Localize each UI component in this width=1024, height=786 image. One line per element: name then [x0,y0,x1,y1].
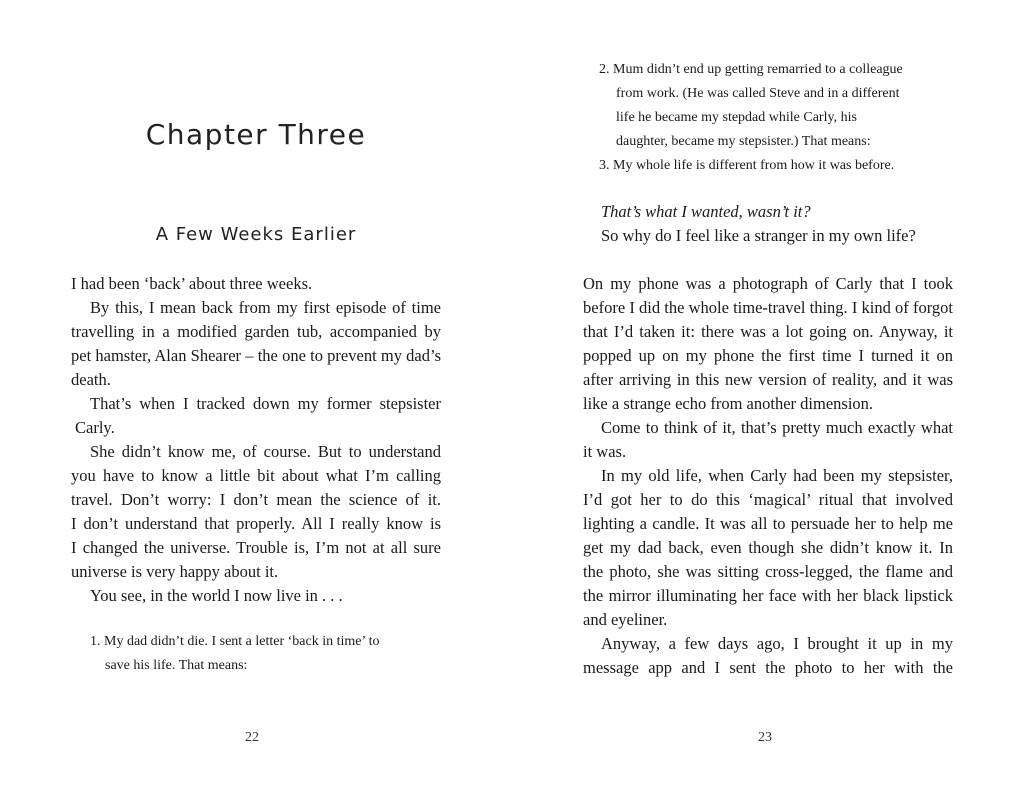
list-item-1-cont: save his life. That means: [105,658,248,673]
text-line: get my dad back, even though she didn’t know it. In [583,538,953,557]
text-line: In my old life, when Carly had been my stepsister, [601,466,953,485]
text-line: That’s when I tracked down my former stepsister [90,394,441,413]
text-line: I changed the universe. Trouble is, I’m not at all sure [71,538,441,557]
chapter-subtitle: A Few Weeks Earlier [155,224,357,245]
list-item-2: 2. Mum didn’t end up getting remarried to a colleague [599,62,903,77]
text-line: On my phone was a photograph of Carly that I took [583,274,953,293]
list-item-2-cont: life he became my stepdad while Carly, his [616,110,857,125]
chapter-title: Chapter Three [145,118,367,151]
text-line: message app and I sent the photo to her with the [583,658,953,677]
list-item-3: 3. My whole life is different from how it was before. [599,158,895,173]
question-line: So why do I feel like a stranger in my own life? [601,226,916,245]
italic-line: That’s what I wanted, wasn’t it? [601,202,811,221]
text-line: travel. Don’t worry: I don’t mean the science of it. [71,490,441,509]
text-line: Come to think of it, that’s pretty much exactly what [601,418,953,437]
text-line: the mirror illuminating her face with her black lipstick [583,586,953,605]
text-line: By this, I mean back from my first episode of time [90,298,441,317]
text-line: travelling in a modified garden tub, accompanied by [71,322,441,341]
list-item-2-cont: from work. (He was called Steve and in a different [616,86,900,101]
text-line: She didn’t know me, of course. But to understand [90,442,441,461]
text-line: popped up on my phone the first time I turned it on [583,346,953,365]
text-line: before I did the whole time-travel thing. I kind of forgot [583,298,953,317]
page-number: 22 [245,730,259,745]
text-line: I had been ‘back’ about three weeks. [71,274,313,293]
text-line: Carly. [75,418,115,437]
text-line: after arriving in this new version of reality, and it was [583,370,953,389]
text-line: universe is very happy about it. [71,562,279,581]
page-number: 23 [758,730,772,745]
text-line: it was. [583,442,627,461]
text-line: I’d got her to do this ‘magical’ ritual that involved [583,490,953,509]
text-line: You see, in the world I now live in . . . [90,586,343,605]
text-line: pet hamster, Alan Shearer – the one to prevent my dad’s [71,346,441,365]
text-line: and eyeliner. [583,610,668,629]
text-line: the photo, she was sitting cross-legged, the flame and [583,562,953,581]
right-page [512,0,1024,786]
text-line: lighting a candle. It was all to persuade her to help me [583,514,953,533]
text-line: like a strange echo from another dimension. [583,394,874,413]
list-item-1: 1. My dad didn’t die. I sent a letter ‘back in time’ to [90,634,380,649]
text-line: that I’d taken it: there was a lot going on. Anyway, it [583,322,953,341]
text-line: death. [71,370,111,389]
text-line: Anyway, a few days ago, I brought it up in my [601,634,953,653]
list-item-2-cont: daughter, became my stepsister.) That means: [616,134,871,149]
text-line: I don’t understand that properly. All I really know is [71,514,441,533]
text-line: you have to know a little bit about what I’m calling [71,466,441,485]
